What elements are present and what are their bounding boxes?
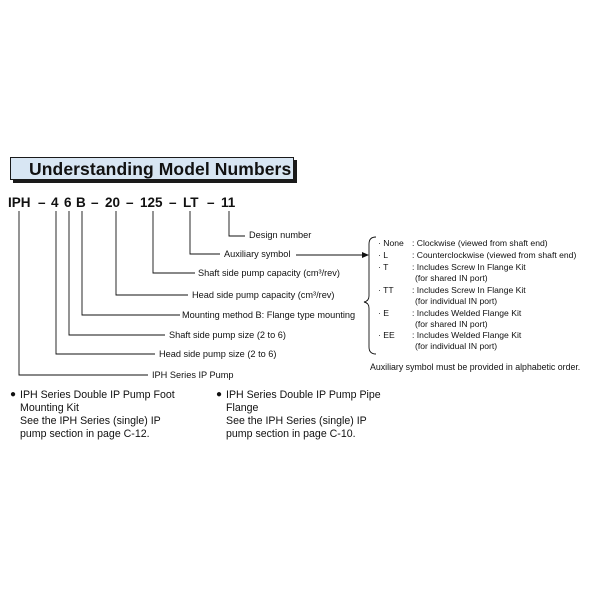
code-shaft-size: 6 — [64, 195, 72, 210]
option-sub: (for individual IN port) — [415, 296, 498, 306]
bullet-foot-mounting-kit — [20, 389, 175, 441]
bullet-line: pump section in page C-10. — [226, 428, 356, 440]
option-sub: (for shared IN port) — [415, 319, 488, 329]
code-auxiliary: LT — [183, 195, 199, 210]
code-mounting: B — [76, 195, 86, 210]
option-sub: (for individual IN port) — [415, 341, 498, 351]
label-head-size: Head side pump size (2 to 6) — [159, 349, 277, 359]
label-auxiliary-symbol: Auxiliary symbol — [224, 249, 291, 259]
code-series: IPH — [8, 195, 31, 210]
bullet-line: IPH Series Double IP Pump Foot — [20, 389, 175, 401]
bullet-dot: ● — [216, 389, 223, 400]
code-head-size: 4 — [51, 195, 59, 210]
option-desc: : Includes Welded Flange Kit — [412, 308, 522, 318]
label-head-capacity: Head side pump capacity (cm³/rev) — [192, 290, 335, 300]
option-desc: : Includes Welded Flange Kit — [412, 330, 522, 340]
option-code: · EE — [378, 330, 395, 340]
bullet-line: IPH Series Double IP Pump Pipe — [226, 389, 381, 401]
bullet-line: Flange — [226, 402, 259, 414]
code-dash-5: – — [207, 195, 215, 210]
bullet-line: Mounting Kit — [20, 402, 79, 414]
code-dash-3: – — [126, 195, 134, 210]
bullet-dot: ● — [10, 389, 17, 400]
label-mounting-method: Mounting method B: Flange type mounting — [182, 310, 356, 320]
code-dash-2: – — [91, 195, 99, 210]
option-code: · E — [378, 308, 389, 318]
option-code: · L — [378, 250, 389, 260]
auxiliary-note: Auxiliary symbol must be provided in alphabetic order. — [370, 362, 581, 372]
option-desc: : Includes Screw In Flange Kit — [412, 262, 526, 272]
bullet-line: pump section in page C-12. — [20, 428, 150, 440]
option-desc: : Includes Screw In Flange Kit — [412, 285, 526, 295]
label-shaft-capacity: Shaft side pump capacity (cm³/rev) — [198, 268, 340, 278]
option-desc: : Counterclockwise (viewed from shaft end) — [412, 250, 577, 260]
code-head-capacity: 20 — [105, 195, 121, 210]
label-design-number: Design number — [249, 230, 312, 240]
label-shaft-size: Shaft side pump size (2 to 6) — [169, 330, 286, 340]
option-code: · T — [378, 262, 389, 272]
code-dash-4: – — [169, 195, 177, 210]
option-desc: : Clockwise (viewed from shaft end) — [412, 238, 548, 248]
page-title: Understanding Model Numbers — [29, 159, 292, 179]
bullet-line: See the IPH Series (single) IP — [20, 415, 161, 427]
option-sub: (for shared IN port) — [415, 273, 488, 283]
code-dash-1: – — [38, 195, 46, 210]
option-code: · TT — [378, 285, 394, 295]
code-shaft-capacity: 125 — [140, 195, 163, 210]
label-series: IPH Series IP Pump — [152, 370, 234, 380]
bullet-line: See the IPH Series (single) IP — [226, 415, 367, 427]
option-code: · None — [378, 238, 404, 248]
bullet-pipe-flange — [226, 389, 381, 441]
code-design: 11 — [221, 195, 236, 210]
